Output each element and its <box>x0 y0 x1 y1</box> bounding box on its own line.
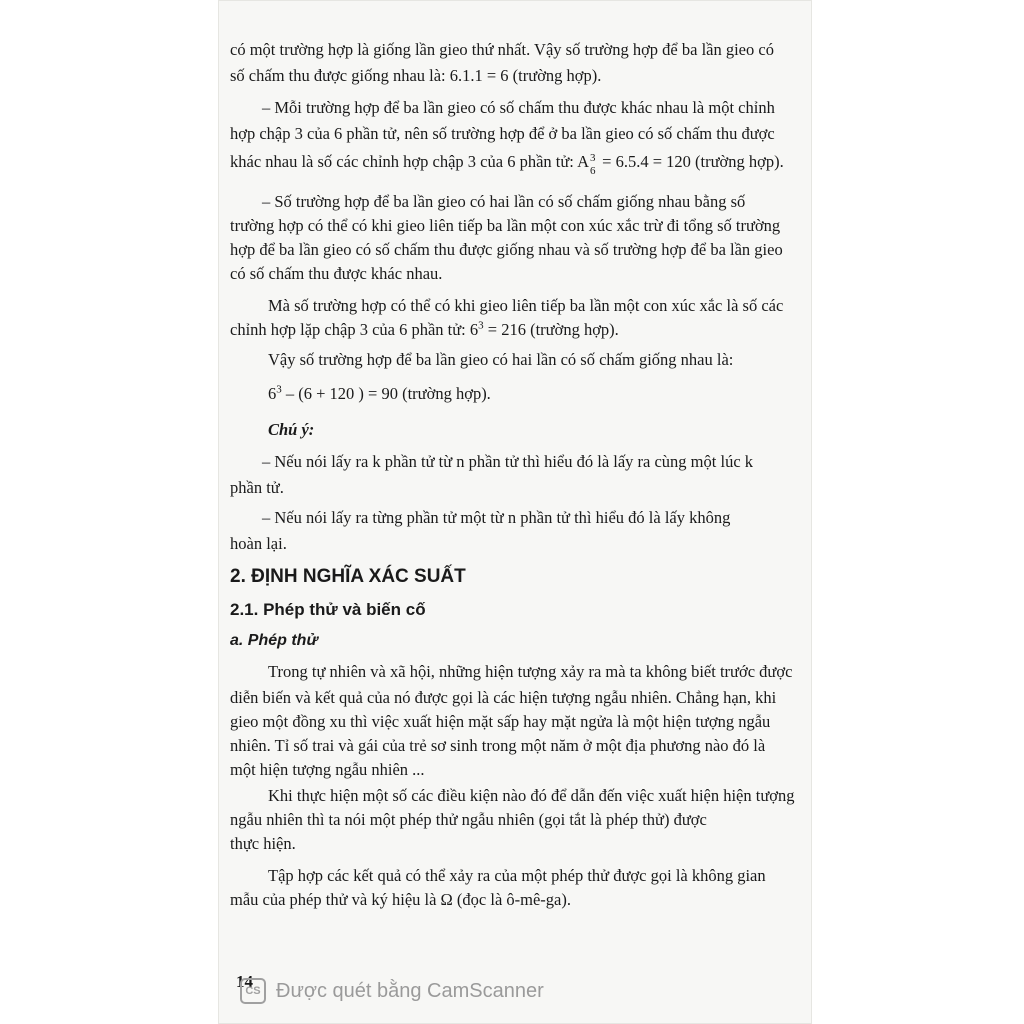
text-fragment: = 216 (trường hợp). <box>483 320 619 339</box>
camscanner-watermark <box>240 978 544 1004</box>
formula-subscript: 6 <box>590 165 596 177</box>
text-line: Tập hợp các kết quả có thể xảy ra của một phép thử được gọi là không gian <box>268 866 766 885</box>
text-line: một hiện tượng ngẫu nhiên ... <box>230 760 425 779</box>
camscanner-logo-icon: CS <box>240 978 266 1004</box>
text-line: gieo một đồng xu thì việc xuất hiện mặt sấp hay mặt ngửa là một hiện tượng ngẫu <box>230 712 771 731</box>
text-line: nhiên. Tỉ số trai và gái của trẻ sơ sinh trong một năm ở một địa phương nào đó là <box>230 736 766 755</box>
text-line: diễn biến và kết quả của nó được gọi là các hiện tượng ngẫu nhiên. Chẳng hạn, khi <box>230 688 777 707</box>
text-line: trường hợp có thể có khi gieo liên tiếp ba lần một con xúc xắc trừ đi tổng số trường <box>230 216 781 235</box>
text-fragment: – (6 + 120 ) = 90 (trường hợp). <box>281 384 491 403</box>
text-fragment: chỉnh hợp lặp chập 3 của 6 phần tử: 6 <box>230 320 479 339</box>
text-line-with-formula <box>268 384 491 404</box>
formula-superscript: 3 <box>276 383 282 396</box>
text-line: Vậy số trường hợp để ba lần gieo có hai lần có số chấm giống nhau là: <box>268 350 734 369</box>
watermark-text: Được quét bằng CamScanner <box>276 979 544 1002</box>
text-line: – Mỗi trường hợp để ba lần gieo có số chấm thu được khác nhau là một chỉnh <box>262 98 775 117</box>
text-line: hoàn lại. <box>230 534 287 553</box>
text-line: ngẫu nhiên thì ta nói một phép thử ngẫu nhiên (gọi tắt là phép thử) được <box>230 810 707 829</box>
text-fragment: khác nhau là số các chỉnh hợp chập 3 của 6 phần tử: A <box>230 152 590 171</box>
text-fragment: 6 <box>268 384 277 403</box>
text-line: Trong tự nhiên và xã hội, những hiện tượng xảy ra mà ta không biết trước được <box>268 662 793 681</box>
text-line: Khi thực hiện một số các điều kiện nào đó để dẫn đến việc xuất hiện hiện tượng <box>268 786 795 805</box>
text-line: – Số trường hợp để ba lần gieo có hai lần có số chấm giống nhau bằng số <box>262 192 746 211</box>
subsection-heading: 2.1. Phép thử và biến cố <box>230 600 426 619</box>
text-line: có số chấm thu được khác nhau. <box>230 264 443 283</box>
page-number: 14 <box>236 972 253 991</box>
text-line-with-formula <box>230 320 619 340</box>
text-line: có một trường hợp là giống lần gieo thứ nhất. Vậy số trường hợp để ba lần gieo có <box>230 40 774 59</box>
section-heading: 2. ĐỊNH NGHĨA XÁC SUẤT <box>230 566 466 587</box>
text-line: Mà số trường hợp có thể có khi gieo liên tiếp ba lần một con xúc xắc là số các <box>268 296 784 315</box>
text-line: thực hiện. <box>230 834 296 853</box>
text-line: số chấm thu được giống nhau là: 6.1.1 = 6 (trường hợp). <box>230 66 602 85</box>
text-line: – Nếu nói lấy ra từng phần tử một từ n phần tử thì hiểu đó là lấy không <box>262 508 731 527</box>
text-line: hợp chập 3 của 6 phần tử, nên số trường hợp để ở ba lần gieo có số chấm thu được <box>230 124 775 143</box>
text-line-with-formula: khác nhau là số các chỉnh hợp chập 3 của 6 phần tử: A 3 6 = 6.5.4 = 120 (trường hợp). <box>230 152 784 172</box>
formula-superscript: 3 <box>478 319 484 332</box>
text-line: – Nếu nói lấy ra k phần tử từ n phần tử thì hiểu đó là lấy ra cùng một lúc k <box>262 452 754 471</box>
text-line: phần tử. <box>230 478 284 497</box>
text-fragment: = 6.5.4 = 120 (trường hợp). <box>598 152 784 171</box>
sub-subsection-heading: a. Phép thử <box>230 632 318 649</box>
note-label: Chú ý: <box>268 420 315 439</box>
text-line: hợp để ba lần gieo có số chấm thu được giống nhau và số trường hợp để ba lần gieo <box>230 240 783 259</box>
text-line: mẫu của phép thử và ký hiệu là Ω (đọc là ô-mê-ga). <box>230 890 571 909</box>
